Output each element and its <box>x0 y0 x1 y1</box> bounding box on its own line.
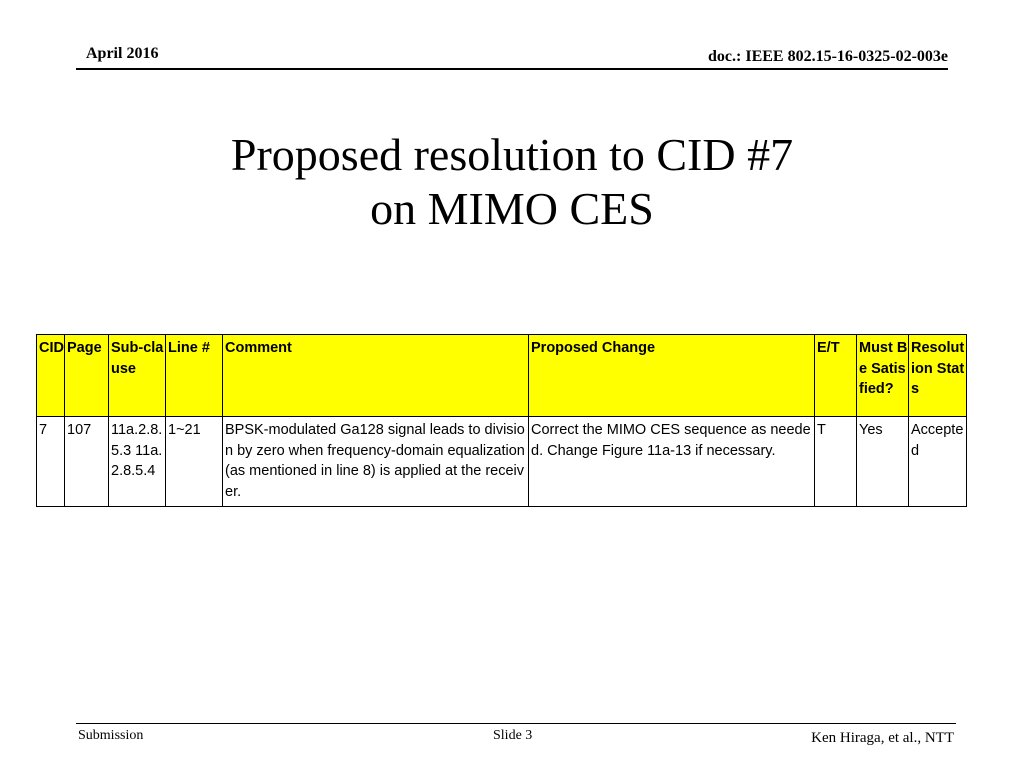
cell-resolution-stats: Accepted <box>909 417 967 507</box>
header-divider <box>76 68 948 70</box>
cell-proposed-change: Correct the MIMO CES sequence as needed. Change Figure 11a-13 if necessary. <box>529 417 815 507</box>
cell-cid: 7 <box>37 417 65 507</box>
col-header-cid: CID <box>37 335 65 417</box>
footer-submission: Submission <box>78 728 144 743</box>
col-header-subclause: Sub-clause <box>109 335 166 417</box>
footer-divider <box>76 723 956 724</box>
cell-et: T <box>815 417 857 507</box>
col-header-resolution-stats: Resolution Stats <box>909 335 967 417</box>
col-header-line: Line # <box>166 335 223 417</box>
comment-resolution-table <box>36 334 967 507</box>
table-row <box>37 417 967 507</box>
header-date: April 2016 <box>86 45 159 62</box>
col-header-page: Page <box>65 335 109 417</box>
slide-title-line-1: Proposed resolution to CID #7 <box>230 129 794 180</box>
slide-title <box>0 128 1024 236</box>
footer-slide-number: Slide 3 <box>493 728 533 743</box>
slide-title-line-2: on MIMO CES <box>370 183 654 234</box>
cell-line: 1~21 <box>166 417 223 507</box>
header-doc-id: doc.: IEEE 802.15-16-0325-02-003e <box>708 48 948 65</box>
cell-comment: BPSK-modulated Ga128 signal leads to division by zero when frequency-domain equalization (as mentioned in line 8) is applied at the receiver. <box>223 417 529 507</box>
table-header-row <box>37 335 967 417</box>
col-header-proposed-change: Proposed Change <box>529 335 815 417</box>
col-header-et: E/T <box>815 335 857 417</box>
cell-must-be-satisfied: Yes <box>857 417 909 507</box>
cell-page: 107 <box>65 417 109 507</box>
col-header-must-be-satisfied: Must Be Satisfied? <box>857 335 909 417</box>
footer-author: Ken Hiraga, et al., NTT <box>811 730 954 746</box>
cell-subclause: 11a.2.8.5.3 11a.2.8.5.4 <box>109 417 166 507</box>
col-header-comment: Comment <box>223 335 529 417</box>
